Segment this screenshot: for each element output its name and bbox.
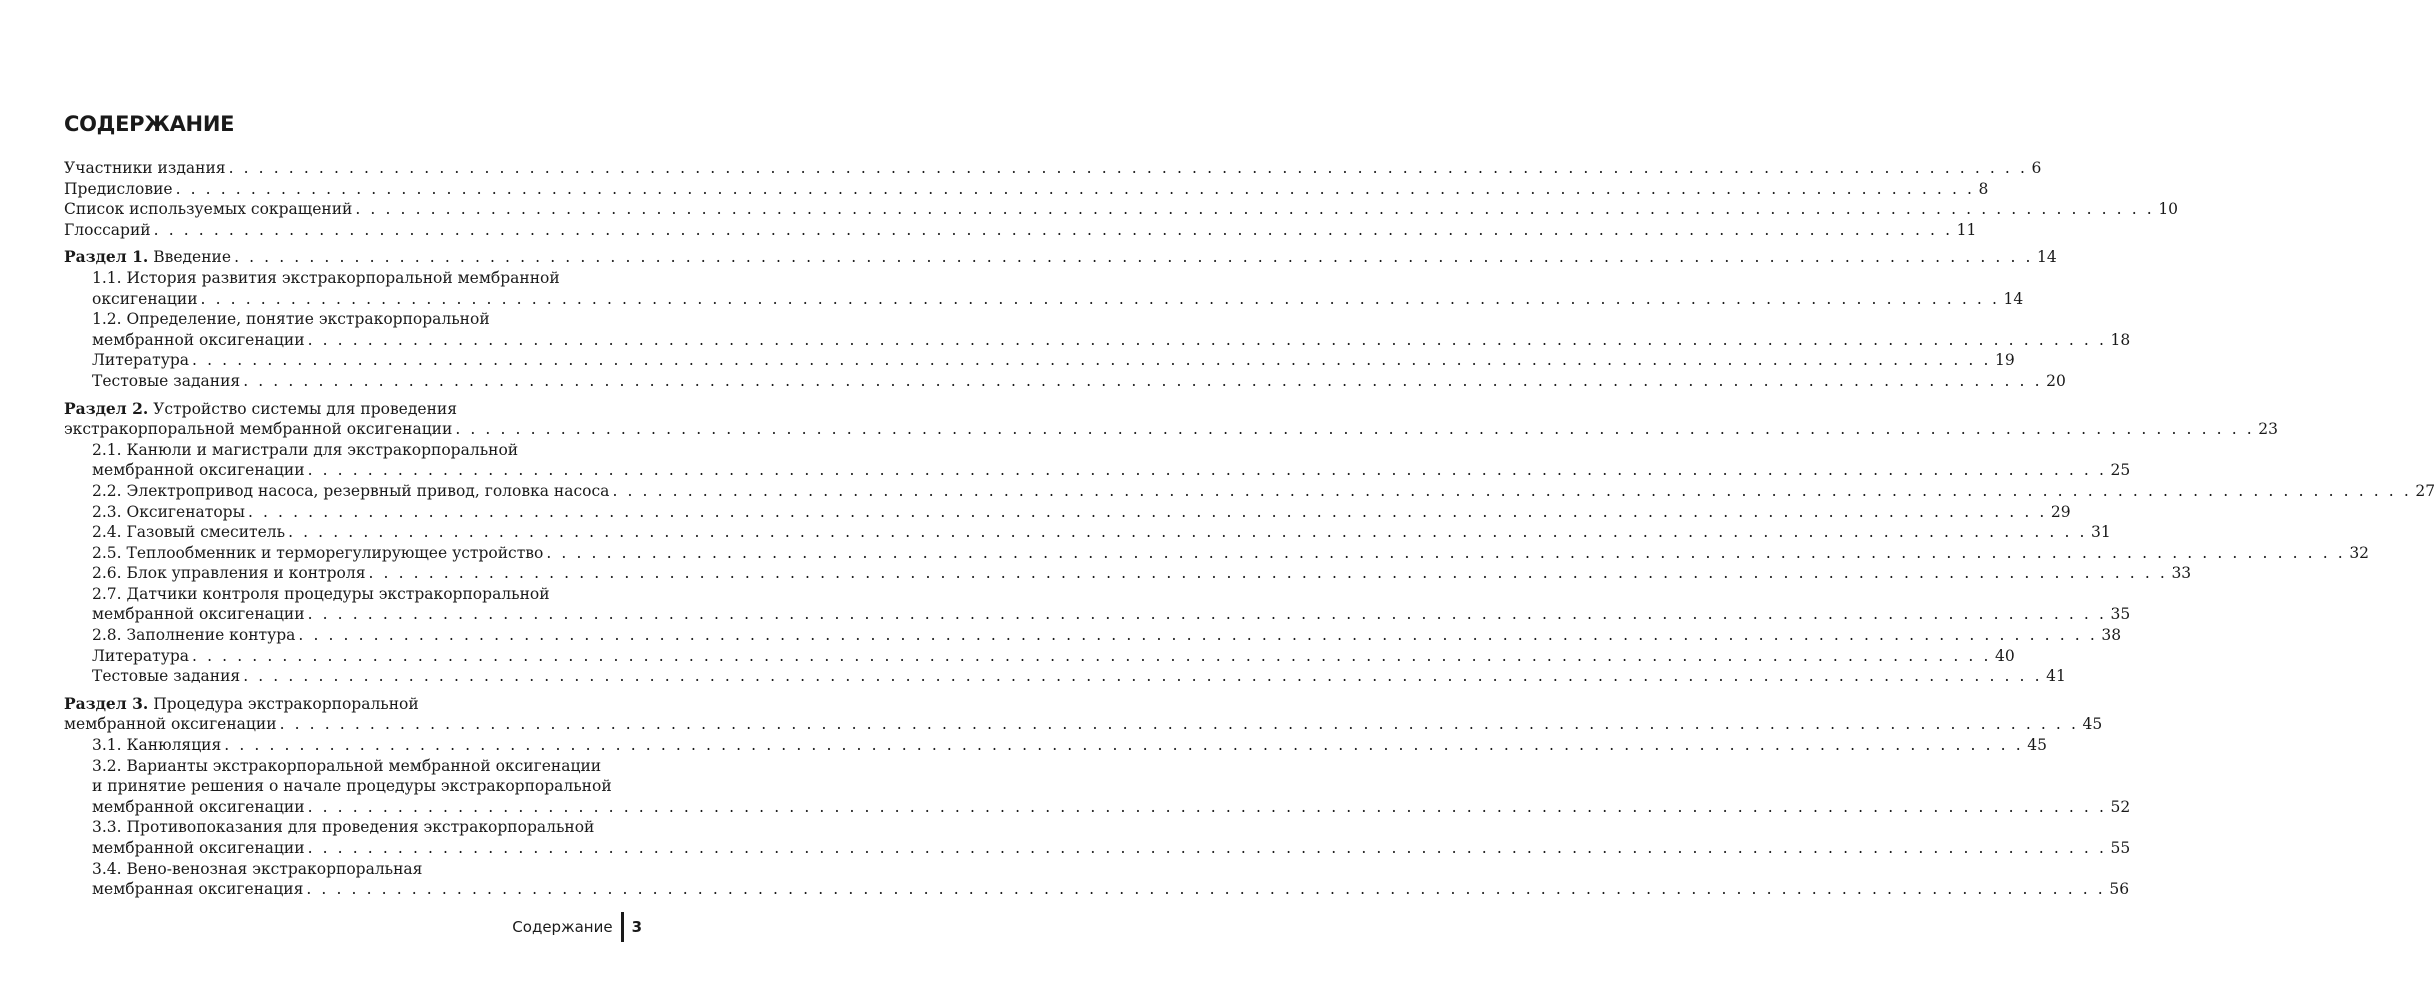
toc-entry-text: и принятие решения о начале процедуры экстракорпоральной (92, 777, 612, 796)
toc-entry-text: оксигенации (92, 289, 198, 308)
toc-page-number: 27 (2415, 481, 2435, 500)
toc-entry-text: Участники издания (64, 159, 226, 177)
toc-entry[interactable] (64, 563, 2192, 584)
dot-leader: . . . . . . . . . . . . . . . . . . . . . . . . . . . . . . . . . . . . . . . . . . . . . . . . . . . . . . . . . . . . . . . . . . . . . . . . . . . . . . . . . . . . . . . . . . . . . . . . . . . . . . . . . . . . . . . . . . . . . . . . (288, 523, 2088, 542)
toc-entry-text: 1.2. Определение, понятие экстракорпоральной (92, 310, 490, 329)
toc-entry-text (64, 695, 419, 713)
toc-entry-text (64, 247, 231, 268)
dot-leader: . . . . . . . . . . . . . . . . . . . . . . . . . . . . . . . . . . . . . . . . . . . . . . . . . . . . . . . . . . . . . . . . . . . . . . . . . . . . . . . . . . . . . . . . . . . . . . . . . . . . . . . . . . . . . . . . . . . . . . . . (307, 330, 2107, 349)
toc-section-title: Введение (148, 248, 232, 267)
dot-leader: . . . . . . . . . . . . . . . . . . . . . . . . . . . . . . . . . . . . . . . . . . . . . . . . . . . . . . . . . . . . . . . . . . . . . . . . . . . . . . . . . . . . . . . . . . . . . . . . . . . . . . . . . . . . . . . . . . . . . . . . (306, 880, 2106, 899)
dot-leader: . . . . . . . . . . . . . . . . . . . . . . . . . . . . . . . . . . . . . . . . . . . . . . . . . . . . . . . . . . . . . . . . . . . . . . . . . . . . . . . . . . . . . . . . . . . . . . . . . . . . . . . . . . . . . . . . . . . . . . . . (298, 626, 2098, 645)
toc-entry-text: Литература (92, 646, 190, 665)
toc-entry[interactable] (64, 666, 2066, 687)
toc-entry[interactable] (64, 817, 2131, 858)
toc-page-number: 45 (2082, 715, 2103, 734)
toc-entry-text: мембранная оксигенация (92, 880, 304, 899)
toc-page-number: 14 (2003, 289, 2024, 308)
toc-section-label: Раздел 1. (64, 247, 149, 267)
toc-page-number: 41 (2046, 667, 2066, 686)
toc-entry[interactable] (64, 309, 2131, 350)
toc-entry-text: Литература (92, 351, 190, 370)
toc-entry-text: мембранной оксигенации (92, 797, 305, 816)
toc-page-number: 10 (2158, 200, 2179, 219)
dot-leader: . . . . . . . . . . . . . . . . . . . . . . . . . . . . . . . . . . . . . . . . . . . . . . . . . . . . . . . . . . . . . . . . . . . . . . . . . . . . . . . . . . . . . . . . . . . . . . . . . . . . . . . . . . . . . . . . . . . . . . . . (175, 179, 1975, 198)
toc-entry-text: 2.5. Теплообменник и терморегулирующее устройство (92, 543, 544, 562)
dot-leader: . . . . . . . . . . . . . . . . . . . . . . . . . . . . . . . . . . . . . . . . . . . . . . . . . . . . . . . . . . . . . . . . . . . . . . . . . . . . . . . . . . . . . . . . . . . . . . . . . . . . . . . . . . . . . . . . . . . . . . . . (307, 797, 2107, 816)
toc-entry-text: Тестовые задания (92, 667, 241, 686)
toc-entry[interactable] (64, 199, 2179, 220)
dot-leader: . . . . . . . . . . . . . . . . . . . . . . . . . . . . . . . . . . . . . . . . . . . . . . . . . . . . . . . . . . . . . . . . . . . . . . . . . . . . . . . . . . . . . . . . . . . . . . . . . . . . . . . . . . . . . . . . . . . . . . . . (307, 839, 2107, 857)
toc-entry-text: мембранной оксигенации (92, 839, 305, 857)
toc-entry[interactable] (64, 859, 2130, 900)
toc-page-number: 11 (1956, 220, 1977, 239)
toc-entry[interactable] (64, 625, 2122, 646)
page-title: СОДЕРЖАНИЕ (64, 112, 235, 136)
toc-section-entry[interactable] (64, 398, 2279, 440)
toc-page-number: 35 (2110, 605, 2131, 624)
toc-page-number: 18 (2110, 330, 2131, 349)
dot-leader: . . . . . . . . . . . . . . . . . . . . . . . . . . . . . . . . . . . . . . . . . . . . . . . . . . . . . . . . . . . . . . . . . . . . . . . . . . . . . . . . . . . . . . . . . . . . . . . . . . . . . . . . . . . . . . . . . . . . . . . . (243, 667, 2043, 686)
toc-section-entry[interactable] (64, 247, 2057, 268)
toc-entry-text: Список используемых сокращений (64, 200, 353, 219)
toc-page-number: 40 (1995, 646, 2015, 665)
toc-page-number: 38 (2101, 626, 2122, 645)
dot-leader: . . . . . . . . . . . . . . . . . . . . . . . . . . . . . . . . . . . . . . . . . . . . . . . . . . . . . . . . . . . . . . . . . . . . . . . . . . . . . . . . . . . . . . . . . . . . . . . . . . . . . . . . . . . . . . . . . . . . . . . . (234, 248, 2034, 267)
toc-page-number: 19 (1995, 351, 2015, 370)
dot-leader: . . . . . . . . . . . . . . . . . . . . . . . . . . . . . . . . . . . . . . . . . . . . . . . . . . . . . . . . . . . . . . . . . . . . . . . . . . . . . . . . . . . . . . . . . . . . . . . . . . . . . . . . . . . . . . . . . . . . . . . . (355, 200, 2155, 219)
toc-entry-text: 3.4. Вено-венозная экстракорпоральная (92, 859, 423, 878)
toc-entry-text: 3.2. Варианты экстракорпоральной мембранной оксигенации (92, 756, 602, 775)
dot-leader: . . . . . . . . . . . . . . . . . . . . . . . . . . . . . . . . . . . . . . . . . . . . . . . . . . . . . . . . . . . . . . . . . . . . . . . . . . . . . . . . . . . . . . . . . . . . . . . . . . . . . . . . . . . . . . . . . . . . . . . . (247, 502, 2047, 521)
toc-page-number: 8 (1978, 179, 1989, 198)
toc-entry[interactable] (64, 756, 2131, 818)
toc-entry-text: 2.6. Блок управления и контроля (92, 564, 366, 583)
dot-leader: . . . . . . . . . . . . . . . . . . . . . . . . . . . . . . . . . . . . . . . . . . . . . . . . . . . . . . . . . . . . . . . . . . . . . . . . . . . . . . . . . . . . . . . . . . . . . . . . . . . . . . . . . . . . . . . . . . . . . . . . (224, 736, 2024, 755)
toc-entry[interactable] (64, 584, 2131, 625)
dot-leader: . . . . . . . . . . . . . . . . . . . . . . . . . . . . . . . . . . . . . . . . . . . . . . . . . . . . . . . . . . . . . . . . . . . . . . . . . . . . . . . . . . . . . . . . . . . . . . . . . . . . . . . . . . . . . . . . . . . . . . . . (243, 371, 2043, 390)
dot-leader: . . . . . . . . . . . . . . . . . . . . . . . . . . . . . . . . . . . . . . . . . . . . . . . . . . . . . . . . . . . . . . . . . . . . . . . . . . . . . . . . . . . . . . . . . . . . . . . . . . . . . . . . . . . . . . . . . . . . . . . . (279, 715, 2079, 734)
toc-entry[interactable] (64, 158, 2042, 179)
toc-page-number: 6 (2031, 159, 2042, 177)
toc-page-number: 33 (2171, 564, 2192, 583)
toc-entry-text: мембранной оксигенации (92, 330, 305, 349)
toc-section-entry[interactable] (64, 693, 2103, 735)
dot-leader: . . . . . . . . . . . . . . . . . . . . . . . . . . . . . . . . . . . . . . . . . . . . . . . . . . . . . . . . . . . . . . . . . . . . . . . . . . . . . . . . . . . . . . . . . . . . . . . . . . . . . . . . . . . . . . . . . . . . . . . . (192, 646, 1991, 665)
toc-page-number: 20 (2046, 371, 2066, 390)
toc-entry-text: 2.7. Датчики контроля процедуры экстракорпоральной (92, 584, 550, 603)
footer-section-label: Содержание (512, 918, 613, 936)
toc-page-number: 55 (2110, 839, 2131, 857)
toc-entry-text: 2.1. Канюли и магистрали для экстракорпоральной (92, 440, 519, 459)
toc-entry[interactable] (64, 522, 2111, 543)
toc-page-number: 52 (2110, 797, 2131, 816)
dot-leader: . . . . . . . . . . . . . . . . . . . . . . . . . . . . . . . . . . . . . . . . . . . . . . . . . . . . . . . . . . . . . . . . . . . . . . . . . . . . . . . . . . . . . . . . . . . . . . . . . . . . . . . . . . . . . . . . . . . . . . . . (228, 159, 2028, 177)
toc-entry-text: 2.3. Оксигенаторы (92, 502, 245, 521)
toc-entry[interactable] (64, 735, 2047, 756)
dot-leader: . . . . . . . . . . . . . . . . . . . . . . . . . . . . . . . . . . . . . . . . . . . . . . . . . . . . . . . . . . . . . . . . . . . . . . . . . . . . . . . . . . . . . . . . . . . . . . . . . . . . . . . . . . . . . . . . . . . . . . . . (368, 564, 2168, 583)
toc-page-number: 29 (2050, 502, 2071, 521)
toc-page-number: 32 (2349, 543, 2370, 562)
toc-entry-text: 1.1. История развития экстракорпоральной мембранной (92, 268, 560, 287)
toc-page-number: 25 (2110, 461, 2131, 480)
toc-section-label: Раздел 3. (64, 693, 149, 713)
toc-entry-text: 2.8. Заполнение контура (92, 626, 296, 645)
toc-entry[interactable] (64, 220, 1977, 241)
toc-entry-text: 3.3. Противопоказания для проведения экстракорпоральной (92, 818, 595, 837)
toc-entry-text: Тестовые задания (92, 371, 241, 390)
dot-leader: . . . . . . . . . . . . . . . . . . . . . . . . . . . . . . . . . . . . . . . . . . . . . . . . . . . . . . . . . . . . . . . . . . . . . . . . . . . . . . . . . . . . . . . . . . . . . . . . . . . . . . . . . . . . . . . . . . . . . . . . (200, 289, 2000, 308)
dot-leader: . . . . . . . . . . . . . . . . . . . . . . . . . . . . . . . . . . . . . . . . . . . . . . . . . . . . . . . . . . . . . . . . . . . . . . . . . . . . . . . . . . . . . . . . . . . . . . . . . . . . . . . . . . . . . . . . . . . . . . . . (546, 543, 2346, 562)
toc-entry[interactable] (64, 371, 2066, 392)
toc-entry-text (64, 400, 457, 418)
toc-entry-text: мембранной оксигенации (64, 715, 277, 734)
toc-entry-text: мембранной оксигенации (92, 461, 305, 480)
dot-leader: . . . . . . . . . . . . . . . . . . . . . . . . . . . . . . . . . . . . . . . . . . . . . . . . . . . . . . . . . . . . . . . . . . . . . . . . . . . . . . . . . . . . . . . . . . . . . . . . . . . . . . . . . . . . . . . . . . . . . . . . (612, 481, 2412, 500)
toc-entry-text: 3.1. Канюляция (92, 736, 222, 755)
toc-entry[interactable] (64, 350, 2015, 371)
toc-entry-text: Глоссарий (64, 220, 151, 239)
dot-leader: . . . . . . . . . . . . . . . . . . . . . . . . . . . . . . . . . . . . . . . . . . . . . . . . . . . . . . . . . . . . . . . . . . . . . . . . . . . . . . . . . . . . . . . . . . . . . . . . . . . . . . . . . . . . . . . . . . . . . . . . (307, 461, 2107, 480)
dot-leader: . . . . . . . . . . . . . . . . . . . . . . . . . . . . . . . . . . . . . . . . . . . . . . . . . . . . . . . . . . . . . . . . . . . . . . . . . . . . . . . . . . . . . . . . . . . . . . . . . . . . . . . . . . . . . . . . . . . . . . . . (192, 351, 1991, 370)
toc-page-number: 14 (2037, 248, 2057, 267)
table-of-contents (64, 158, 2435, 900)
footer-page-number: 3 (631, 918, 642, 936)
toc-entry[interactable] (64, 179, 1989, 200)
toc-section-title: Устройство системы для проведения (148, 399, 458, 418)
toc-entry-text: Предисловие (64, 179, 173, 198)
dot-leader: . . . . . . . . . . . . . . . . . . . . . . . . . . . . . . . . . . . . . . . . . . . . . . . . . . . . . . . . . . . . . . . . . . . . . . . . . . . . . . . . . . . . . . . . . . . . . . . . . . . . . . . . . . . . . . . . . . . . . . . . (455, 420, 2255, 439)
toc-entry[interactable] (64, 646, 2015, 667)
toc-entry-text: 2.4. Газовый смеситель (92, 523, 286, 542)
toc-section-title: Процедура экстракорпоральной (148, 694, 419, 713)
toc-entry-text: 2.2. Электропривод насоса, резервный привод, головка насоса (92, 481, 610, 500)
toc-section-label: Раздел 2. (64, 398, 149, 418)
toc-page-number: 23 (2258, 420, 2279, 439)
toc-entry[interactable] (64, 440, 2131, 481)
toc-entry[interactable] (64, 481, 2435, 502)
toc-page-number: 56 (2109, 880, 2130, 899)
dot-leader: . . . . . . . . . . . . . . . . . . . . . . . . . . . . . . . . . . . . . . . . . . . . . . . . . . . . . . . . . . . . . . . . . . . . . . . . . . . . . . . . . . . . . . . . . . . . . . . . . . . . . . . . . . . . . . . . . . . . . . . . (307, 605, 2107, 624)
toc-entry[interactable] (64, 543, 2370, 564)
toc-entry[interactable] (64, 502, 2071, 523)
toc-page-number: 45 (2027, 736, 2047, 755)
toc-page-number: 31 (2091, 523, 2111, 542)
toc-entry[interactable] (64, 268, 2024, 309)
dot-leader: . . . . . . . . . . . . . . . . . . . . . . . . . . . . . . . . . . . . . . . . . . . . . . . . . . . . . . . . . . . . . . . . . . . . . . . . . . . . . . . . . . . . . . . . . . . . . . . . . . . . . . . . . . . . . . . . . . . . . . . . (153, 220, 1953, 239)
toc-entry-text: мембранной оксигенации (92, 605, 305, 624)
page-footer (512, 912, 642, 942)
toc-entry-text: экстракорпоральной мембранной оксигенации (64, 420, 453, 439)
